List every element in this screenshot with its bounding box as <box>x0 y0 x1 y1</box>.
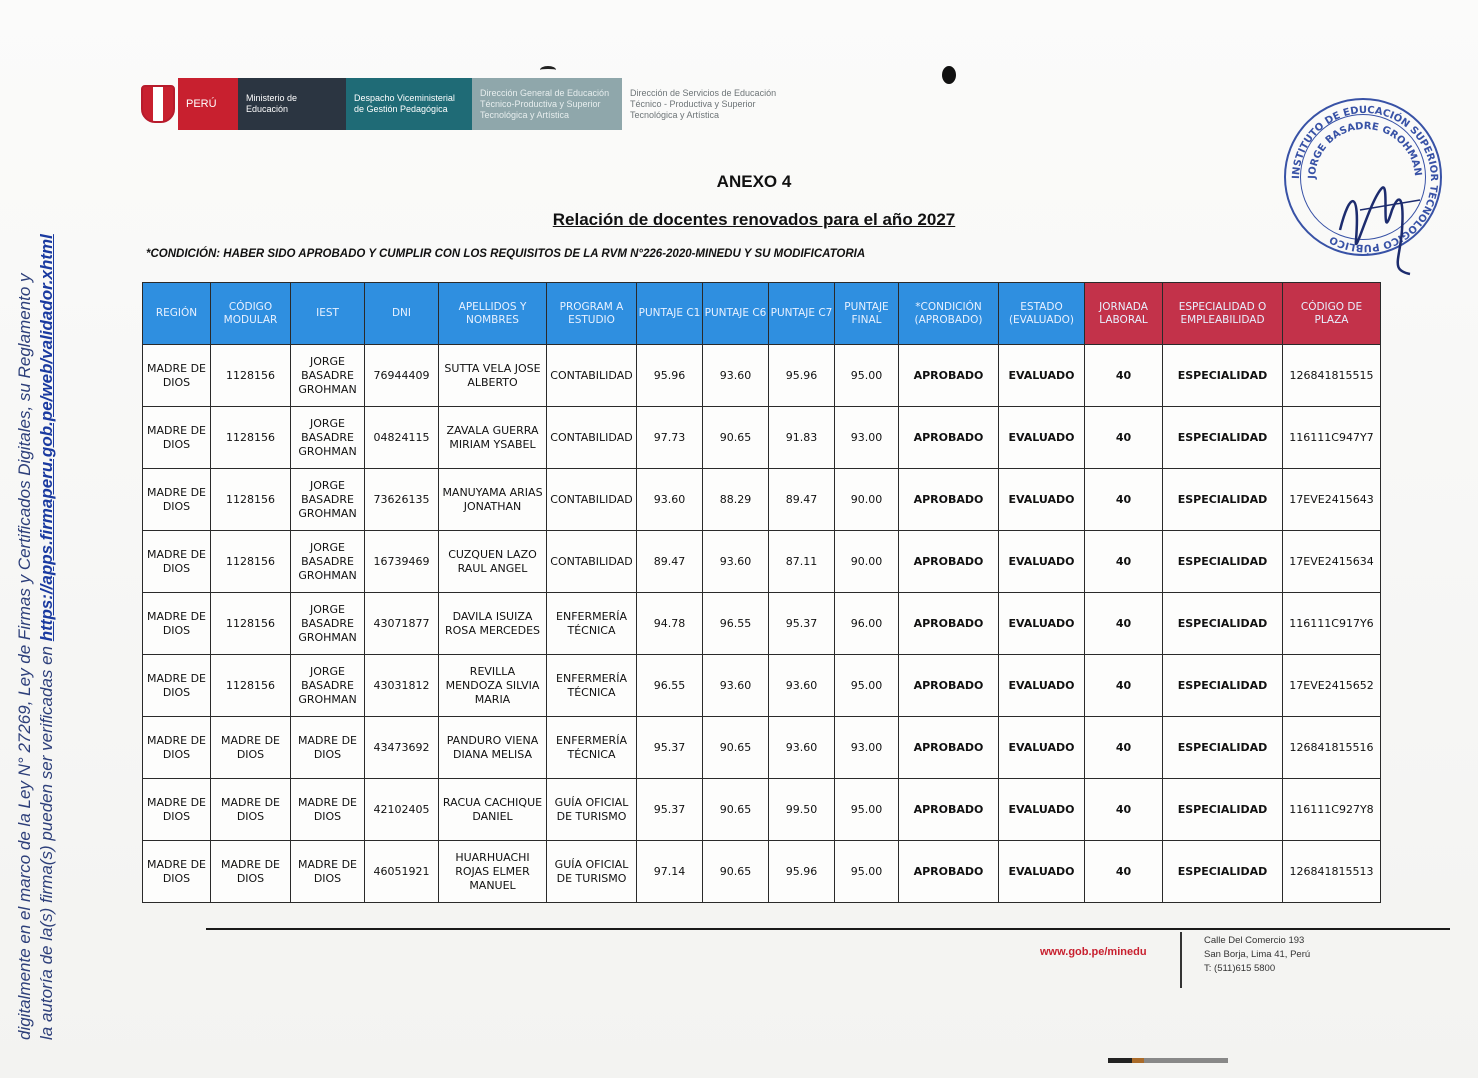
table-row <box>143 469 1381 531</box>
cell-estado: EVALUADO <box>999 779 1085 841</box>
header-puntaje-c6: PUNTAJE C6 <box>703 283 769 345</box>
cell-jornada-laboral: 40 <box>1085 841 1163 903</box>
header-direccion-servicios: Dirección de Servicios de Educación Técnico - Productiva y Superior Tecnológica y Artística <box>630 87 777 120</box>
cell-iest: MADRE DE DIOS <box>291 717 365 779</box>
header-estado: ESTADO (EVALUADO) <box>999 283 1085 345</box>
address-line-2: San Borja, Lima 41, Perú <box>1204 949 1311 960</box>
header-codigo-modular: CÓDIGO MODULAR <box>211 283 291 345</box>
cell-codigo-plaza: 17EVE2415634 <box>1283 531 1381 593</box>
cell-estado: EVALUADO <box>999 469 1085 531</box>
cell-jornada-laboral: 40 <box>1085 345 1163 407</box>
footer-address <box>1204 934 1310 976</box>
cell-dni: 43071877 <box>365 593 439 655</box>
cell-apellidos-nombres: HUARHUACHI ROJAS ELMER MANUEL <box>439 841 547 903</box>
cell-codigo-modular: 1128156 <box>211 345 291 407</box>
header-iest: IEST <box>291 283 365 345</box>
cell-region: MADRE DE DIOS <box>143 469 211 531</box>
cell-codigo-modular: 1128156 <box>211 593 291 655</box>
cell-iest: MADRE DE DIOS <box>291 779 365 841</box>
table-row <box>143 345 1381 407</box>
cell-iest: JORGE BASADRE GROHMAN <box>291 345 365 407</box>
header-jornada-laboral: JORNADA LABORAL <box>1085 283 1163 345</box>
cell-iest: JORGE BASADRE GROHMAN <box>291 655 365 717</box>
cell-jornada-laboral: 40 <box>1085 531 1163 593</box>
table-row <box>143 655 1381 717</box>
header-condicion: *CONDICIÓN (APROBADO) <box>899 283 999 345</box>
cell-iest: JORGE BASADRE GROHMAN <box>291 407 365 469</box>
footer-url: www.gob.pe/minedu <box>1040 946 1147 958</box>
cell-region: MADRE DE DIOS <box>143 717 211 779</box>
cell-puntaje-c7: 93.60 <box>769 717 835 779</box>
cell-iest: JORGE BASADRE GROHMAN <box>291 469 365 531</box>
cell-estado: EVALUADO <box>999 593 1085 655</box>
cell-apellidos-nombres: PANDURO VIENA DIANA MELISA <box>439 717 547 779</box>
cell-condicion: APROBADO <box>899 345 999 407</box>
cell-puntaje-c1: 95.96 <box>637 345 703 407</box>
cell-dni: 76944409 <box>365 345 439 407</box>
header-direccion-general: Dirección General de Educación Técnico-Productiva y Superior Tecnológica y Artística <box>472 78 622 130</box>
cell-jornada-laboral: 40 <box>1085 717 1163 779</box>
cell-apellidos-nombres: ZAVALA GUERRA MIRIAM YSABEL <box>439 407 547 469</box>
cell-programa-estudio: ENFERMERÍA TÉCNICA <box>547 593 637 655</box>
validator-link[interactable]: https://apps.firmaperu.gob.pe/web/validador.xhtml <box>37 234 56 642</box>
footer-divider <box>206 928 1450 930</box>
footer-separator <box>1180 932 1182 988</box>
cell-dni: 42102405 <box>365 779 439 841</box>
cell-apellidos-nombres: RACUA CACHIQUE DANIEL <box>439 779 547 841</box>
cell-codigo-modular: MADRE DE DIOS <box>211 717 291 779</box>
cell-condicion: APROBADO <box>899 779 999 841</box>
cell-puntaje-c6: 90.65 <box>703 841 769 903</box>
cell-programa-estudio: CONTABILIDAD <box>547 345 637 407</box>
cell-puntaje-c6: 90.65 <box>703 779 769 841</box>
cell-apellidos-nombres: DAVILA ISUIZA ROSA MERCEDES <box>439 593 547 655</box>
cell-puntaje-final: 90.00 <box>835 469 899 531</box>
header-puntaje-c1: PUNTAJE C1 <box>637 283 703 345</box>
header-despacho: Despacho Viceministerial de Gestión Pedagógica <box>346 78 472 130</box>
cell-jornada-laboral: 40 <box>1085 593 1163 655</box>
seal-outer-text: INSTITUTO DE EDUCACIÓN SUPERIOR TECNOLÓGICO PÚBLICO <box>1290 104 1440 254</box>
seal-inner-text: JORGE BASADRE GROHMAN <box>1306 120 1424 180</box>
cell-dni: 04824115 <box>365 407 439 469</box>
cell-estado: EVALUADO <box>999 841 1085 903</box>
table-row <box>143 717 1381 779</box>
cell-estado: EVALUADO <box>999 407 1085 469</box>
cell-codigo-plaza: 17EVE2415643 <box>1283 469 1381 531</box>
cell-jornada-laboral: 40 <box>1085 407 1163 469</box>
cell-apellidos-nombres: MANUYAMA ARIAS JONATHAN <box>439 469 547 531</box>
cell-estado: EVALUADO <box>999 717 1085 779</box>
cell-codigo-modular: 1128156 <box>211 407 291 469</box>
cell-estado: EVALUADO <box>999 345 1085 407</box>
cell-programa-estudio: CONTABILIDAD <box>547 407 637 469</box>
header-peru: PERÚ <box>178 78 238 130</box>
cell-condicion: APROBADO <box>899 531 999 593</box>
cell-condicion: APROBADO <box>899 841 999 903</box>
cell-puntaje-c7: 95.96 <box>769 345 835 407</box>
side-verification-text <box>14 160 58 1040</box>
header-apellidos-nombres: APELLIDOS Y NOMBRES <box>439 283 547 345</box>
punch-hole <box>942 66 956 84</box>
cell-codigo-plaza: 17EVE2415652 <box>1283 655 1381 717</box>
cell-codigo-modular: MADRE DE DIOS <box>211 841 291 903</box>
cell-programa-estudio: CONTABILIDAD <box>547 469 637 531</box>
cell-condicion: APROBADO <box>899 655 999 717</box>
cell-puntaje-final: 93.00 <box>835 717 899 779</box>
cell-codigo-plaza: 116111C927Y8 <box>1283 779 1381 841</box>
cell-puntaje-c1: 95.37 <box>637 717 703 779</box>
cell-puntaje-final: 96.00 <box>835 593 899 655</box>
cell-puntaje-c6: 88.29 <box>703 469 769 531</box>
cell-especialidad: ESPECIALIDAD <box>1163 531 1283 593</box>
cell-puntaje-final: 93.00 <box>835 407 899 469</box>
cell-programa-estudio: GUÍA OFICIAL DE TURISMO <box>547 779 637 841</box>
cell-condicion: APROBADO <box>899 593 999 655</box>
cell-puntaje-final: 90.00 <box>835 531 899 593</box>
cell-puntaje-c7: 95.37 <box>769 593 835 655</box>
header-especialidad: ESPECIALIDAD O EMPLEABILIDAD <box>1163 283 1283 345</box>
cell-puntaje-c1: 96.55 <box>637 655 703 717</box>
header-region: REGIÓN <box>143 283 211 345</box>
cell-estado: EVALUADO <box>999 655 1085 717</box>
cell-dni: 43031812 <box>365 655 439 717</box>
cell-dni: 46051921 <box>365 841 439 903</box>
cell-especialidad: ESPECIALIDAD <box>1163 345 1283 407</box>
cell-especialidad: ESPECIALIDAD <box>1163 655 1283 717</box>
cell-puntaje-c7: 91.83 <box>769 407 835 469</box>
cell-puntaje-c6: 93.60 <box>703 655 769 717</box>
table-body <box>143 345 1381 903</box>
header-puntaje-final: PUNTAJE FINAL <box>835 283 899 345</box>
scan-edge-mark <box>1108 1058 1228 1063</box>
header-puntaje-c7: PUNTAJE C7 <box>769 283 835 345</box>
cell-puntaje-c6: 96.55 <box>703 593 769 655</box>
cell-region: MADRE DE DIOS <box>143 841 211 903</box>
minedu-header <box>138 78 802 130</box>
page-subtitle: Relación de docentes renovados para el año 2027 <box>552 210 956 229</box>
cell-codigo-modular: 1128156 <box>211 469 291 531</box>
cell-jornada-laboral: 40 <box>1085 779 1163 841</box>
cell-codigo-modular: 1128156 <box>211 531 291 593</box>
table-row <box>143 531 1381 593</box>
cell-especialidad: ESPECIALIDAD <box>1163 407 1283 469</box>
table-row <box>143 407 1381 469</box>
cell-dni: 16739469 <box>365 531 439 593</box>
cell-programa-estudio: GUÍA OFICIAL DE TURISMO <box>547 841 637 903</box>
cell-region: MADRE DE DIOS <box>143 593 211 655</box>
cell-condicion: APROBADO <box>899 717 999 779</box>
table-row <box>143 593 1381 655</box>
cell-puntaje-c1: 94.78 <box>637 593 703 655</box>
cell-jornada-laboral: 40 <box>1085 469 1163 531</box>
cell-codigo-plaza: 116111C917Y6 <box>1283 593 1381 655</box>
page-title: ANEXO 4 <box>716 172 792 191</box>
cell-puntaje-c7: 99.50 <box>769 779 835 841</box>
cell-puntaje-c1: 95.37 <box>637 779 703 841</box>
cell-programa-estudio: CONTABILIDAD <box>547 531 637 593</box>
cell-codigo-modular: MADRE DE DIOS <box>211 779 291 841</box>
cell-condicion: APROBADO <box>899 469 999 531</box>
cell-especialidad: ESPECIALIDAD <box>1163 841 1283 903</box>
cell-puntaje-final: 95.00 <box>835 779 899 841</box>
cell-puntaje-c1: 89.47 <box>637 531 703 593</box>
table-header <box>143 283 1381 345</box>
header-programa-estudio: PROGRAM A ESTUDIO <box>547 283 637 345</box>
cell-region: MADRE DE DIOS <box>143 779 211 841</box>
cell-apellidos-nombres: REVILLA MENDOZA SILVIA MARIA <box>439 655 547 717</box>
cell-iest: MADRE DE DIOS <box>291 841 365 903</box>
cell-codigo-plaza: 126841815515 <box>1283 345 1381 407</box>
cell-puntaje-c7: 87.11 <box>769 531 835 593</box>
table-row <box>143 779 1381 841</box>
cell-apellidos-nombres: CUZQUEN LAZO RAUL ANGEL <box>439 531 547 593</box>
cell-dni: 43473692 <box>365 717 439 779</box>
scan-mark <box>540 66 556 74</box>
cell-puntaje-c7: 93.60 <box>769 655 835 717</box>
cell-especialidad: ESPECIALIDAD <box>1163 717 1283 779</box>
side-text-line-2 <box>36 160 58 1040</box>
cell-especialidad: ESPECIALIDAD <box>1163 593 1283 655</box>
cell-puntaje-final: 95.00 <box>835 841 899 903</box>
cell-puntaje-c6: 93.60 <box>703 531 769 593</box>
cell-iest: JORGE BASADRE GROHMAN <box>291 593 365 655</box>
cell-codigo-modular: 1128156 <box>211 655 291 717</box>
teachers-table <box>142 282 1381 903</box>
cell-apellidos-nombres: SUTTA VELA JOSE ALBERTO <box>439 345 547 407</box>
header-codigo-plaza: CÓDIGO DE PLAZA <box>1283 283 1381 345</box>
cell-region: MADRE DE DIOS <box>143 407 211 469</box>
cell-codigo-plaza: 126841815513 <box>1283 841 1381 903</box>
cell-region: MADRE DE DIOS <box>143 345 211 407</box>
cell-codigo-plaza: 126841815516 <box>1283 717 1381 779</box>
cell-condicion: APROBADO <box>899 407 999 469</box>
cell-dni: 73626135 <box>365 469 439 531</box>
table-row <box>143 841 1381 903</box>
cell-puntaje-c7: 89.47 <box>769 469 835 531</box>
cell-puntaje-c1: 97.73 <box>637 407 703 469</box>
cell-puntaje-c1: 93.60 <box>637 469 703 531</box>
address-line-1: Calle Del Comercio 193 <box>1204 935 1305 946</box>
cell-puntaje-c6: 93.60 <box>703 345 769 407</box>
cell-programa-estudio: ENFERMERÍA TÉCNICA <box>547 655 637 717</box>
cell-iest: JORGE BASADRE GROHMAN <box>291 531 365 593</box>
cell-puntaje-c7: 95.96 <box>769 841 835 903</box>
cell-region: MADRE DE DIOS <box>143 531 211 593</box>
address-line-3: T: (511)615 5800 <box>1204 963 1276 974</box>
table-header-row <box>143 283 1381 345</box>
cell-estado: EVALUADO <box>999 531 1085 593</box>
cell-programa-estudio: ENFERMERÍA TÉCNICA <box>547 717 637 779</box>
cell-puntaje-c6: 90.65 <box>703 717 769 779</box>
cell-puntaje-final: 95.00 <box>835 655 899 717</box>
condition-note: *CONDICIÓN: HABER SIDO APROBADO Y CUMPLIR CON LOS REQUISITOS DE LA RVM N°226-2020-MINEDU Y SU MODIFICATORIA <box>146 248 866 260</box>
cell-jornada-laboral: 40 <box>1085 655 1163 717</box>
header-dni: DNI <box>365 283 439 345</box>
cell-puntaje-final: 95.00 <box>835 345 899 407</box>
header-ministerio: Ministerio de Educación <box>238 78 346 130</box>
cell-especialidad: ESPECIALIDAD <box>1163 469 1283 531</box>
cell-puntaje-c6: 90.65 <box>703 407 769 469</box>
cell-puntaje-c1: 97.14 <box>637 841 703 903</box>
side-text-line-1: digitalmente en el marco de la Ley N° 27269, Ley de Firmas y Certificados Digitales, su Reglamento y <box>15 273 34 1040</box>
cell-especialidad: ESPECIALIDAD <box>1163 779 1283 841</box>
cell-codigo-plaza: 116111C947Y7 <box>1283 407 1381 469</box>
side-text-prefix: la autoría de la(s) firma(s) pueden ser verificadas en <box>37 641 56 1040</box>
peru-coat-of-arms-icon <box>138 78 178 130</box>
cell-region: MADRE DE DIOS <box>143 655 211 717</box>
